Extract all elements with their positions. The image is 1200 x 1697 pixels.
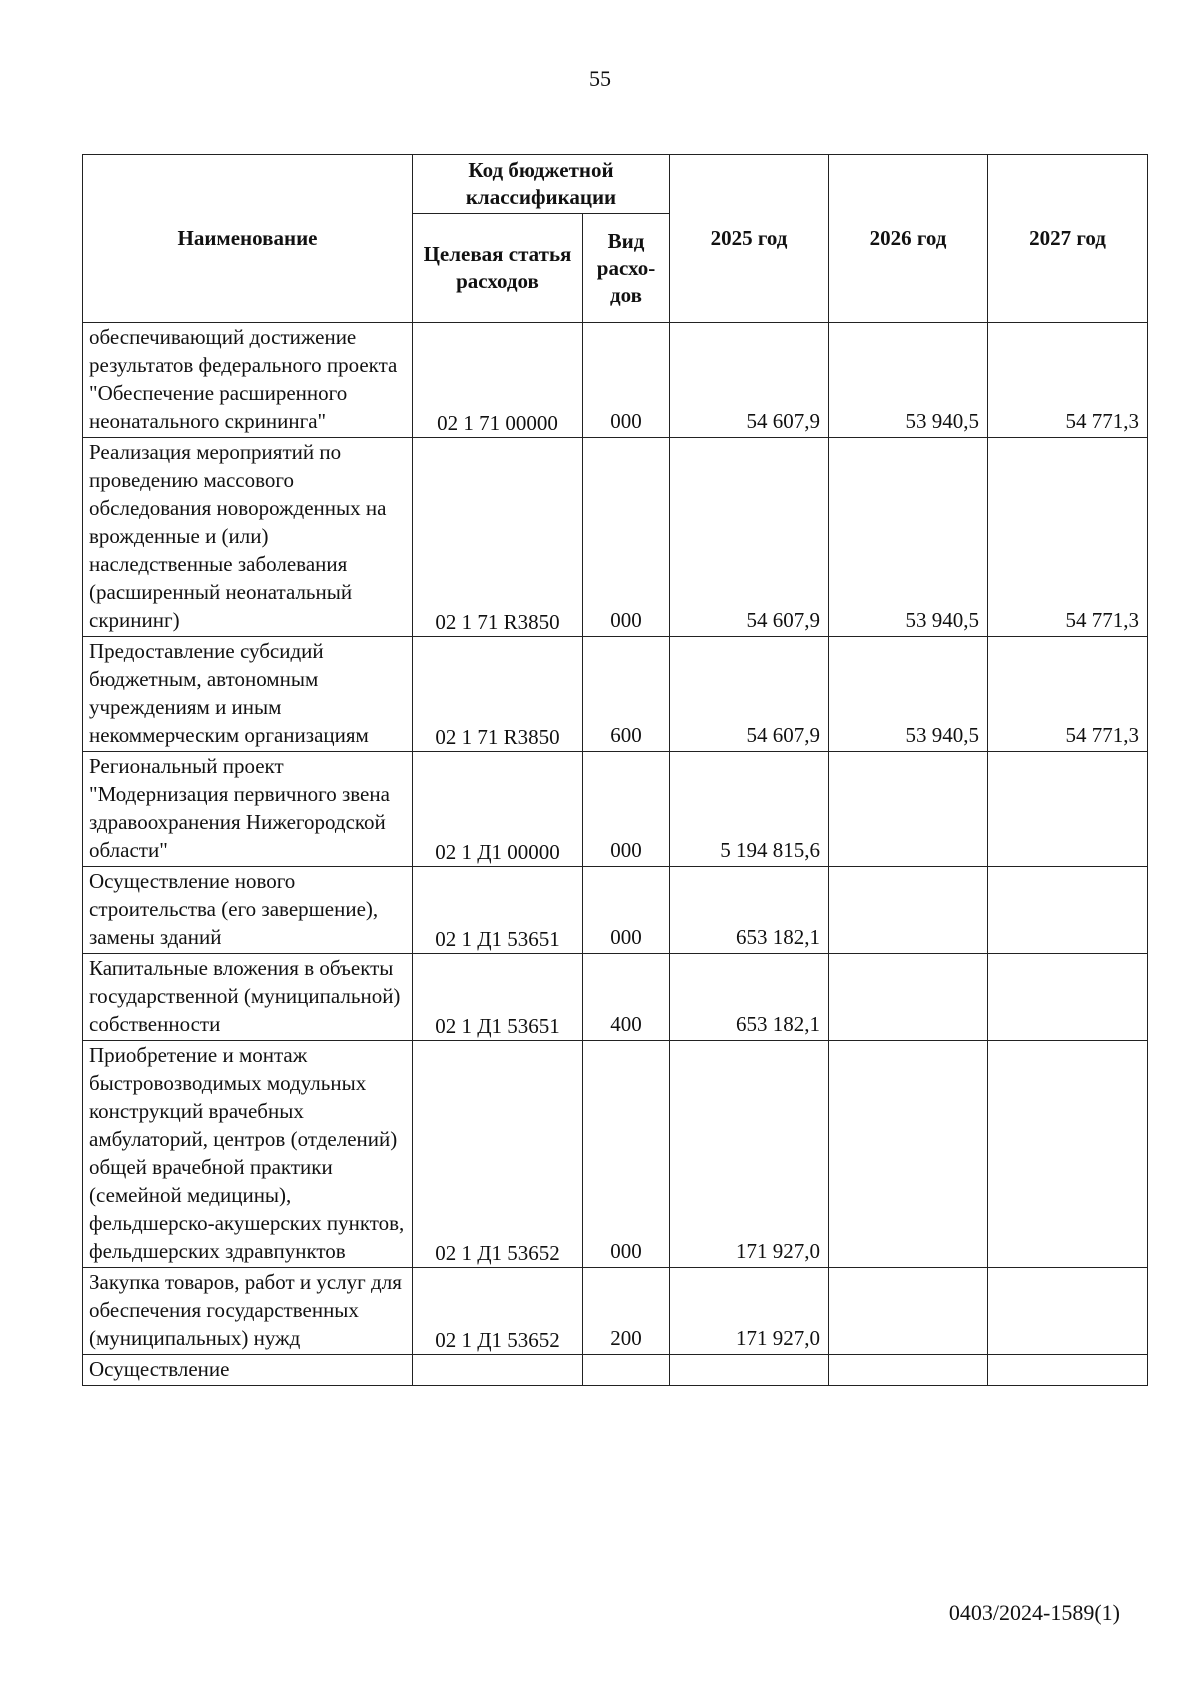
- table-row: [83, 1355, 1148, 1386]
- row-code-cell: 02 1 Д1 53652: [413, 1041, 583, 1268]
- table-row: [83, 323, 1148, 438]
- row-2027-cell: [988, 867, 1148, 954]
- row-code-cell: 02 1 Д1 53651: [413, 867, 583, 954]
- row-2026-cell: 53 940,5: [829, 323, 988, 438]
- row-2027-cell: 54 771,3: [988, 438, 1148, 637]
- row-2025-cell: 653 182,1: [670, 954, 829, 1041]
- row-2027-cell: [988, 1041, 1148, 1268]
- header-expense-type: Вид расхо-дов: [583, 214, 670, 323]
- row-type-cell: [583, 1355, 670, 1386]
- table-row: [83, 1268, 1148, 1355]
- row-2027-cell: [988, 954, 1148, 1041]
- row-2025-cell: 54 607,9: [670, 323, 829, 438]
- row-2026-cell: 53 940,5: [829, 438, 988, 637]
- row-name-cell: Предоставление субсидий бюджетным, автономным учреждениям и иным некоммерческим организациям: [83, 637, 413, 752]
- row-2025-cell: 171 927,0: [670, 1268, 829, 1355]
- row-2027-cell: [988, 752, 1148, 867]
- table-row: [83, 1041, 1148, 1268]
- header-year-2027: 2027 год: [988, 155, 1148, 323]
- row-2027-cell: [988, 1268, 1148, 1355]
- row-name-cell: Региональный проект "Модернизация первичного звена здравоохранения Нижегородской области": [83, 752, 413, 867]
- row-type-cell: 000: [583, 752, 670, 867]
- row-name-cell: Осуществление: [83, 1355, 413, 1386]
- header-classification: Код бюджетной классификации: [413, 155, 670, 214]
- row-2026-cell: [829, 1268, 988, 1355]
- row-name-cell: Осуществление нового строительства (его завершение), замены зданий: [83, 867, 413, 954]
- row-2026-cell: [829, 1355, 988, 1386]
- header-target-article: Целевая статья расходов: [413, 214, 583, 323]
- row-2027-cell: 54 771,3: [988, 323, 1148, 438]
- row-2027-cell: 54 771,3: [988, 637, 1148, 752]
- document-id: 0403/2024-1589(1): [948, 1600, 1120, 1625]
- row-code-cell: 02 1 Д1 53651: [413, 954, 583, 1041]
- row-code-cell: 02 1 71 00000: [413, 323, 583, 438]
- header-year-2025: 2025 год: [670, 155, 829, 323]
- row-type-cell: 000: [583, 867, 670, 954]
- row-code-cell: 02 1 71 R3850: [413, 438, 583, 637]
- row-name-cell: Капитальные вложения в объекты государственной (муниципальной) собственности: [83, 954, 413, 1041]
- row-2025-cell: 171 927,0: [670, 1041, 829, 1268]
- table-row: [83, 867, 1148, 954]
- row-code-cell: 02 1 Д1 00000: [413, 752, 583, 867]
- row-code-cell: [413, 1355, 583, 1386]
- table-row: [83, 954, 1148, 1041]
- row-2025-cell: [670, 1355, 829, 1386]
- row-2027-cell: [988, 1355, 1148, 1386]
- row-2026-cell: [829, 1041, 988, 1268]
- row-type-cell: 200: [583, 1268, 670, 1355]
- table-header: [83, 155, 1148, 323]
- header-name: Наименование: [83, 155, 413, 323]
- budget-table: [82, 154, 1148, 1386]
- row-2025-cell: 54 607,9: [670, 637, 829, 752]
- row-2025-cell: 653 182,1: [670, 867, 829, 954]
- table-row: [83, 752, 1148, 867]
- row-2025-cell: 5 194 815,6: [670, 752, 829, 867]
- row-2026-cell: 53 940,5: [829, 637, 988, 752]
- row-type-cell: 000: [583, 1041, 670, 1268]
- row-type-cell: 600: [583, 637, 670, 752]
- page-number: 55: [589, 66, 611, 91]
- row-name-cell: Закупка товаров, работ и услуг для обеспечения государственных (муниципальных) нужд: [83, 1268, 413, 1355]
- row-2026-cell: [829, 867, 988, 954]
- row-type-cell: 000: [583, 323, 670, 438]
- row-2026-cell: [829, 954, 988, 1041]
- row-name-cell: Приобретение и монтаж быстровозводимых модульных конструкций врачебных амбулаторий, центров (отделений) общей врачебной практики (семейной медицины), фельдшерско-акушерских пунктов, фельдшерских здравпунктов: [83, 1041, 413, 1268]
- row-name-cell: Реализация мероприятий по проведению массового обследования новорожденных на врожденные и (или) наследственные заболевания (расширенный неонатальный скрининг): [83, 438, 413, 637]
- row-name-cell: обеспечивающий достижение результатов федерального проекта "Обеспечение расширенного неонатального скрининга": [83, 323, 413, 438]
- table-body: [83, 323, 1148, 1386]
- row-type-cell: 400: [583, 954, 670, 1041]
- row-2026-cell: [829, 752, 988, 867]
- row-code-cell: 02 1 Д1 53652: [413, 1268, 583, 1355]
- row-code-cell: 02 1 71 R3850: [413, 637, 583, 752]
- header-year-2026: 2026 год: [829, 155, 988, 323]
- table-row: [83, 637, 1148, 752]
- row-2025-cell: 54 607,9: [670, 438, 829, 637]
- table-row: [83, 438, 1148, 637]
- row-type-cell: 000: [583, 438, 670, 637]
